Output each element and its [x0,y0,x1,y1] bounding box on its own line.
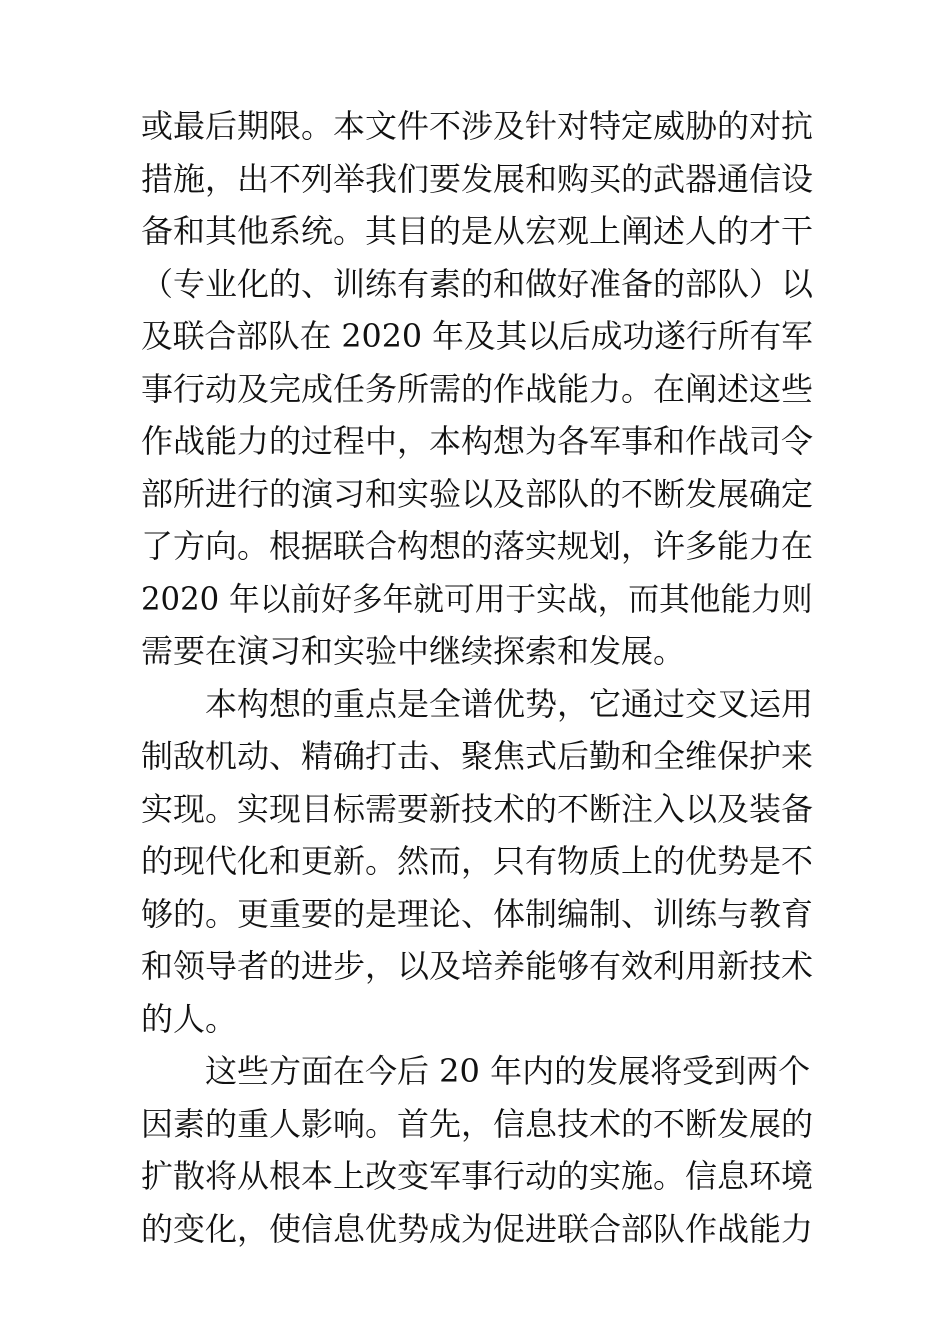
text-line: 需要在演习和实验中继续探索和发展。 [141,632,686,670]
text-line: 了方向。根据联合构想的落实规划，许多能力在 [141,527,814,565]
text-line: 因素的重人影响。首先，信息技术的不断发展的 [141,1104,814,1143]
text-line: 扩散将从根本上改变军事行动的实施。信息环境 [141,1157,814,1195]
text-line: 的变化，使信息优势成为促进联合部队作战能力 [141,1209,814,1248]
text-line: 部所进行的演习和实验以及部队的不断发展确定 [141,474,814,513]
text-line: （专业化的、训练有素的和做好准备的部队）以 [141,264,814,303]
text-line: 2020 年以前好多年就可用于实战，而其他能力则 [141,579,813,618]
text-line: 够的。更重要的是理论、体制编制、训练与教育 [141,894,814,933]
text-line: 作战能力的过程中，本构想为各军事和作战司令 [141,422,814,460]
text-line: 及联合部队在 2020 年及其以后成功遂行所有军 [141,317,813,355]
text-line: 实现。实现目标需要新技术的不断注入以及装备 [141,789,814,828]
paragraph-start-line: 这些方面在今后 20 年内的发展将受到两个 [141,1052,811,1090]
text-line: 措施，出不列举我们要发展和购买的武器通信设 [141,159,814,198]
text-line: 的现代化和更新。然而，只有物质上的优势是不 [141,842,814,880]
text-line: 制敌机动、精确打击、聚焦式后勤和全维保护来 [141,737,814,775]
paragraph-start-line: 本构想的重点是全谱优势，它通过交叉运用 [141,684,814,723]
text-line: 和领导者的进步，以及培养能够有效利用新技术 [141,947,814,985]
text-line: 备和其他系统。其目的是从宏观上阐述人的才干 [141,212,814,250]
text-line: 事行动及完成任务所需的作战能力。在阐述这些 [141,369,814,408]
text-line: 或最后期限。本文件不涉及针对特定威胁的对抗 [141,107,814,145]
text-line: 的人。 [141,999,238,1038]
body-text [141,100,813,1255]
